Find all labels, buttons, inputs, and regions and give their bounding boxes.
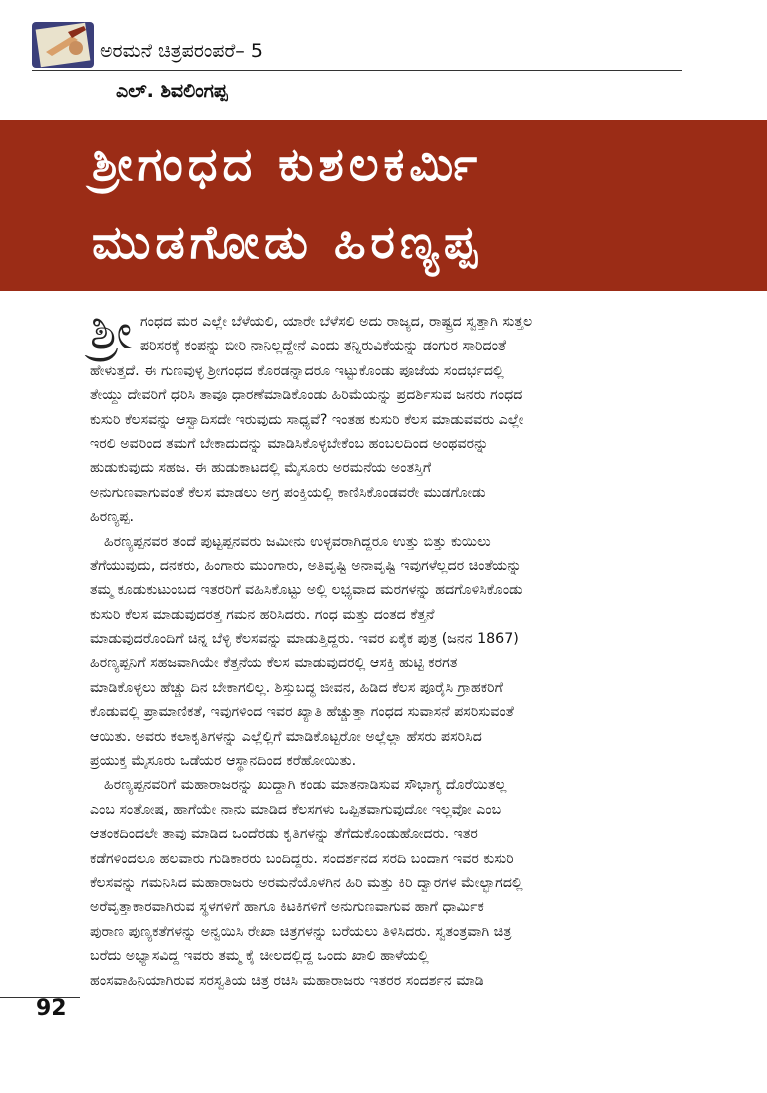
body-line: ಅನುಗುಣವಾಗುವಂತೆ ಕೆಲಸ ಮಾಡಲು ಅಗ್ರ ಪಂಕ್ತಿಯಲ್ಲಿ ಕಾಣಿಸಿಕೊಂಡವರೇ ಮುಡಗೋಡು — [90, 484, 486, 501]
body-line: ಪುರಾಣ ಪುಣ್ಯಕತೆಗಳನ್ನು ಅನ್ವಯಿಸಿ ರೇಖಾ ಚಿತ್ರಗಳನ್ನು ಬರೆಯಲು ತಿಳಿಸಿದರು. ಸ್ವತಂತ್ರವಾಗಿ ಚಿತ್ರ — [90, 923, 512, 940]
header-rule — [32, 70, 682, 71]
body-line: ಅರೆವೃತ್ತಾಕಾರವಾಗಿರುವ ಸ್ಥಳಗಳಿಗೆ ಹಾಗೂ ಕಿಟಕಿಗಳಿಗೆ ಅನುಗುಣವಾಗುವ ಹಾಗೆ ಧಾರ್ಮಿಕ — [90, 899, 484, 916]
article-title-line-2: ಮುಡಗೋಡು ಹಿರಣ್ಯಪ್ಪ — [92, 215, 482, 269]
body-line: ತೇಯ್ದು ದೇವರಿಗೆ ಧರಿಸಿ ತಾವೂ ಧಾರಣೆಮಾಡಿಕೊಂಡು ಹಿರಿಮೆಯನ್ನು ಪ್ರದರ್ಶಿಸುವ ಜನರು ಗಂಧದ — [90, 387, 523, 404]
body-line: ಪ್ರಯುಕ್ತ ಮೈಸೂರು ಒಡೆಯರ ಆಸ್ಥಾನದಿಂದ ಕರೆಹೋಯಿತು. — [90, 753, 357, 770]
body-line: ಹೇಳುತ್ತದೆ. ಈ ಗುಣವುಳ್ಳ ಶ್ರೀಗಂಧದ ಕೊರಡನ್ನಾದರೂ ಇಟ್ಟುಕೊಂಡು ಪೂಜೆಯ ಸಂದರ್ಭದಲ್ಲಿ — [90, 362, 504, 379]
magazine-section-logo — [32, 22, 94, 68]
body-line: ಕುಸುರಿ ಕೆಲಸ ಮಾಡುವುದರತ್ತ ಗಮನ ಹರಿಸಿದರು. ಗಂಧ ಮತ್ತು ದಂತದ ಕೆತ್ತನೆ — [90, 606, 435, 623]
body-line: ಹಿರಣ್ಯಪ್ಪನಿಗೆ ಸಹಜವಾಗಿಯೇ ಕೆತ್ತನೆಯ ಕೆಲಸ ಮಾಡುವುದರಲ್ಲಿ ಆಸಕ್ತಿ ಹುಟ್ಟಿ ಕರಗತ — [90, 655, 458, 672]
writing-hand-icon — [32, 22, 94, 68]
body-line: ಆಯಿತು. ಅವರು ಕಲಾಕೃತಿಗಳನ್ನು ಎಲ್ಲೆಲ್ಲಿಗೆ ಮಾಡಿಕೊಟ್ಟರೋ ಅಲ್ಲೆಲ್ಲಾ ಹೆಸರು ಪಸರಿಸಿದ — [90, 728, 482, 745]
article-title-line-1: ಶ್ರೀಗಂಧದ ಕುಶಲಕರ್ಮಿ — [92, 137, 483, 191]
body-line: ಹುಡುಕುವುದು ಸಹಜ. ಈ ಹುಡುಕಾಟದಲ್ಲಿ ಮೈಸೂರು ಅರಮನೆಯ ಅಂತಸ್ತಿಗೆ — [90, 460, 432, 477]
series-title: ಅರಮನೆ ಚಿತ್ರಪರಂಪರೆ– 5 — [100, 40, 263, 62]
body-line: ಕೆಲಸವನ್ನು ಗಮನಿಸಿದ ಮಹಾರಾಜರು ಅರಮನೆಯೊಳಗಿನ ಹಿರಿ ಮತ್ತು ಕಿರಿ ದ್ವಾರಗಳ ಮೇಲ್ಭಾಗದಲ್ಲಿ — [90, 874, 523, 891]
body-line: ಮಾಡಿಕೊಳ್ಳಲು ಹೆಚ್ಚು ದಿನ ಬೇಕಾಗಲಿಲ್ಲ. ಶಿಸ್ತುಬದ್ಧ ಜೀವನ, ಹಿಡಿದ ಕೆಲಸ ಪೂರೈಸಿ ಗ್ರಾಹಕರಿಗೆ — [90, 679, 503, 696]
body-line: ಬರೆದು ಅಭ್ಯಾಸವಿದ್ದ ಇವರು ತಮ್ಮ ಕೈ ಚೀಲದಲ್ಲಿದ್ದ ಒಂದು ಖಾಲಿ ಹಾಳೆಯಲ್ಲಿ — [90, 948, 429, 965]
body-line: ಹಿರಣ್ಯಪ್ಪನವರಿಗೆ ಮಹಾರಾಜರನ್ನು ಖುದ್ದಾಗಿ ಕಂಡು ಮಾತನಾಡಿಸುವ ಸೌಭಾಗ್ಯ ದೊರೆಯಿತಲ್ಲ — [104, 777, 507, 794]
body-line: ಹಿರಣ್ಯಪ್ಪನವರ ತಂದೆ ಪುಟ್ಟಪ್ಪನವರು ಜಮೀನು ಉಳ್ಳವರಾಗಿದ್ದರೂ ಉತ್ತು ಬಿತ್ತು ಕುಯಿಲು — [104, 533, 491, 550]
page-number: 92 — [36, 996, 67, 1021]
body-line: ಕುಸುರಿ ಕೆಲಸವನ್ನು ಆಸ್ವಾದಿಸದೇ ಇರುವುದು ಸಾಧ್ಯವೆ? ಇಂತಹ ಕುಸುರಿ ಕೆಲಸ ಮಾಡುವವರು ಎಲ್ಲೇ — [90, 411, 524, 428]
body-line: ಗಂಧದ ಮರ ಎಲ್ಲೇ ಬೆಳೆಯಲಿ, ಯಾರೇ ಬೆಳೆಸಲಿ ಅದು ರಾಜ್ಯದ, ರಾಷ್ಟ್ರದ ಸ್ವತ್ತಾಗಿ ಸುತ್ತಲ — [140, 314, 533, 330]
body-line: ಕೊಡುವಲ್ಲಿ ಪ್ರಾಮಾಣಿಕತೆ, ಇವುಗಳಿಂದ ಇವರ ಖ್ಯಾತಿ ಹೆಚ್ಚುತ್ತಾ ಗಂಧದ ಸುವಾಸನೆ ಪಸರಿಸುವಂತೆ — [90, 704, 514, 721]
body-line: ಹಂಸವಾಹಿನಿಯಾಗಿರುವ ಸರಸ್ವತಿಯ ಚಿತ್ರ ರಚಿಸಿ ಮಹಾರಾಜರು ಇತರರ ಸಂದರ್ಶನ ಮಾಡಿ — [90, 972, 484, 989]
body-line: ಪರಿಸರಕ್ಕೆ ಕಂಪನ್ನು ಬೀರಿ ನಾನಿಲ್ಲದ್ದೇನೆ ಎಂದು ತನ್ನಿರುವಿಕೆಯನ್ನು ಡಂಗುರ ಸಾರಿದಂತೆ — [140, 338, 507, 355]
body-line: ಮಾಡುವುದರೊಂದಿಗೆ ಚಿನ್ನ ಬೆಳ್ಳಿ ಕೆಲಸವನ್ನು ಮಾಡುತ್ತಿದ್ದರು. ಇವರ ಏಕೈಕ ಪುತ್ರ (ಜನನ 1867) — [90, 631, 519, 648]
body-line: ಇರಲಿ ಅವರಿಂದ ತಮಗೆ ಬೇಕಾದುದನ್ನು ಮಾಡಿಸಿಕೊಳ್ಳಬೇಕೆಂಬ ಹಂಬಲದಿಂದ ಅಂಥವರನ್ನು — [90, 435, 489, 452]
body-line: ಕಡೆಗಳಿಂದಲೂ ಹಲವಾರು ಗುಡಿಕಾರರು ಬಂದಿದ್ದರು. ಸಂದರ್ಶನದ ಸರದಿ ಬಂದಾಗ ಇವರ ಕುಸುರಿ — [90, 850, 514, 867]
article-body — [90, 310, 682, 993]
body-line: ಎಂಬ ಸಂತೋಷ, ಹಾಗೆಯೇ ನಾನು ಮಾಡಿದ ಕೆಲಸಗಳು ಒಪ್ಪಿತವಾಗುವುದೋ ಇಲ್ಲವೋ ಎಂಬ — [90, 801, 502, 818]
body-line: ಆತಂಕದಿಂದಲೇ ತಾವು ಮಾಡಿದ ಒಂದೆರಡು ಕೃತಿಗಳನ್ನು ತೆಗೆದುಕೊಂಡುಹೋದರು. ಇತರ — [90, 826, 478, 843]
author-name: ಎಲ್‌. ಶಿವಲಿಂಗಪ್ಪ — [116, 80, 228, 102]
body-line: ಹಿರಣ್ಯಪ್ಪ. — [90, 509, 134, 526]
body-line: ತೆಗೆಯುವುದು, ದನಕರು, ಹಿಂಗಾರು ಮುಂಗಾರು, ಅತಿವೃಷ್ಟಿ ಅನಾವೃಷ್ಟಿ ಇವುಗಳೆಲ್ಲದರ ಚಿಂತೆಯನ್ನು — [90, 557, 522, 574]
drop-cap: ಶ್ರೀ — [90, 304, 133, 360]
body-line: ತಮ್ಮ ಕೂಡುಕುಟುಂಬದ ಇತರರಿಗೆ ವಹಿಸಿಕೊಟ್ಟು ಅಲ್ಲಿ ಲಭ್ಯವಾದ ಮರಗಳನ್ನು ಹದಗೊಳಿಸಿಕೊಂಡು — [90, 582, 523, 599]
